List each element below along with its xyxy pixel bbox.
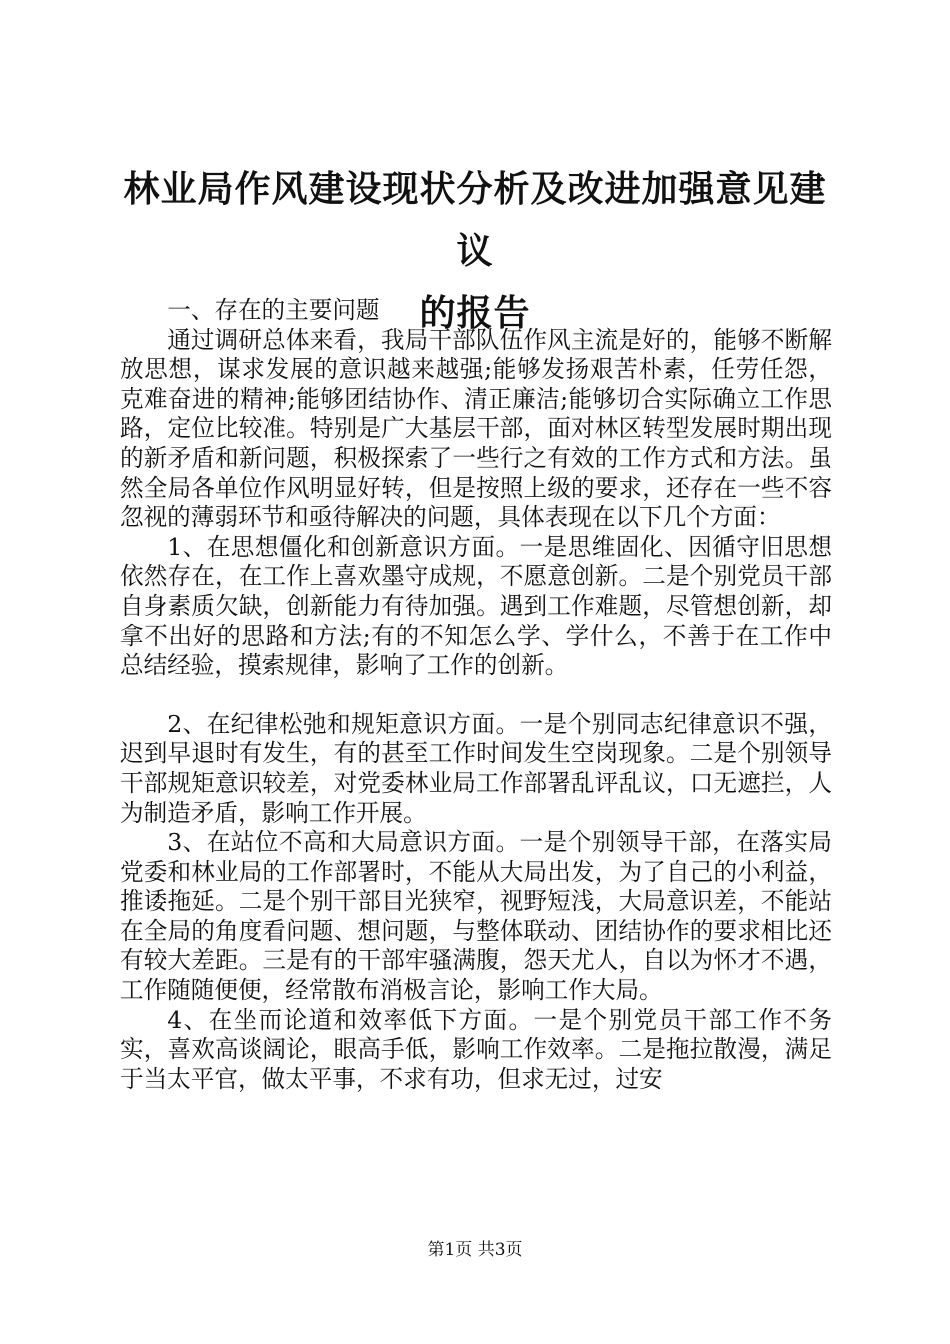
paragraph-item-2: 2、在纪律松弛和规矩意识方面。一是个别同志纪律意识不强，迟到早退时有发生，有的甚至工作时间发生空岗现象。二是个别领导干部规矩意识较差，对党委林业局工作部署乱评乱议，口无遮拦，人为制造矛盾，影响工作开展。 [120, 709, 832, 827]
document-body [120, 296, 832, 1094]
title-line-1: 林业局作风建设现状分析及改进加强意见建议 [123, 168, 827, 272]
paragraph-item-4: 4、在坐而论道和效率低下方面。一是个别党员干部工作不务实，喜欢高谈阔论，眼高手低，影响工作效率。二是拖拉散漫，满足于当太平官，做太平事，不求有功，但求无过，过安 [120, 1005, 832, 1093]
paragraph-item-3: 3、在站位不高和大局意识方面。一是个别领导干部，在落实局党委和林业局的工作部署时，不能从大局出发，为了自己的小利益，推诿拖延。二是个别干部目光狭窄，视野短浅，大局意识差，不能站在全局的角度看问题、想问题，与整体联动、团结协作的要求相比还有较大差距。三是有的干部牢骚满腹，怨天尤人，自以为怀才不遇，工作随随便便，经常散布消极言论，影响工作大局。 [120, 828, 832, 1005]
paragraph-overview: 通过调研总体来看，我局干部队伍作风主流是好的，能够不断解放思想，谋求发展的意识越来越强;能够发扬艰苦朴素，任劳任怨，克难奋进的精神;能够团结协作、清正廉洁;能够切合实际确立工作思路，定位比较准。特别是广大基层干部，面对林区转型发展时期出现的新矛盾和新问题，积极探索了一些行之有效的工作方式和方法。虽然全局各单位作风明显好转，但是按照上级的要求，还存在一些不容忽视的薄弱环节和亟待解决的问题，具体表现在以下几个方面： [120, 325, 832, 532]
title-line-2: 的报告 [419, 292, 531, 334]
section-heading: 一、存在的主要问题 [167, 296, 380, 324]
page-footer: 第1页 共3页 [427, 1240, 523, 1260]
paragraph-item-1: 1、在思想僵化和创新意识方面。一是思维固化、因循守旧思想依然存在，在工作上喜欢墨守成规，不愿意创新。二是个别党员干部自身素质欠缺，创新能力有待加强。遇到工作难题，尽管想创新，却拿不出好的思路和方法;有的不知怎么学、学什么，不善于在工作中总结经验，摸索规律，影响了工作的创新。 [120, 532, 832, 680]
